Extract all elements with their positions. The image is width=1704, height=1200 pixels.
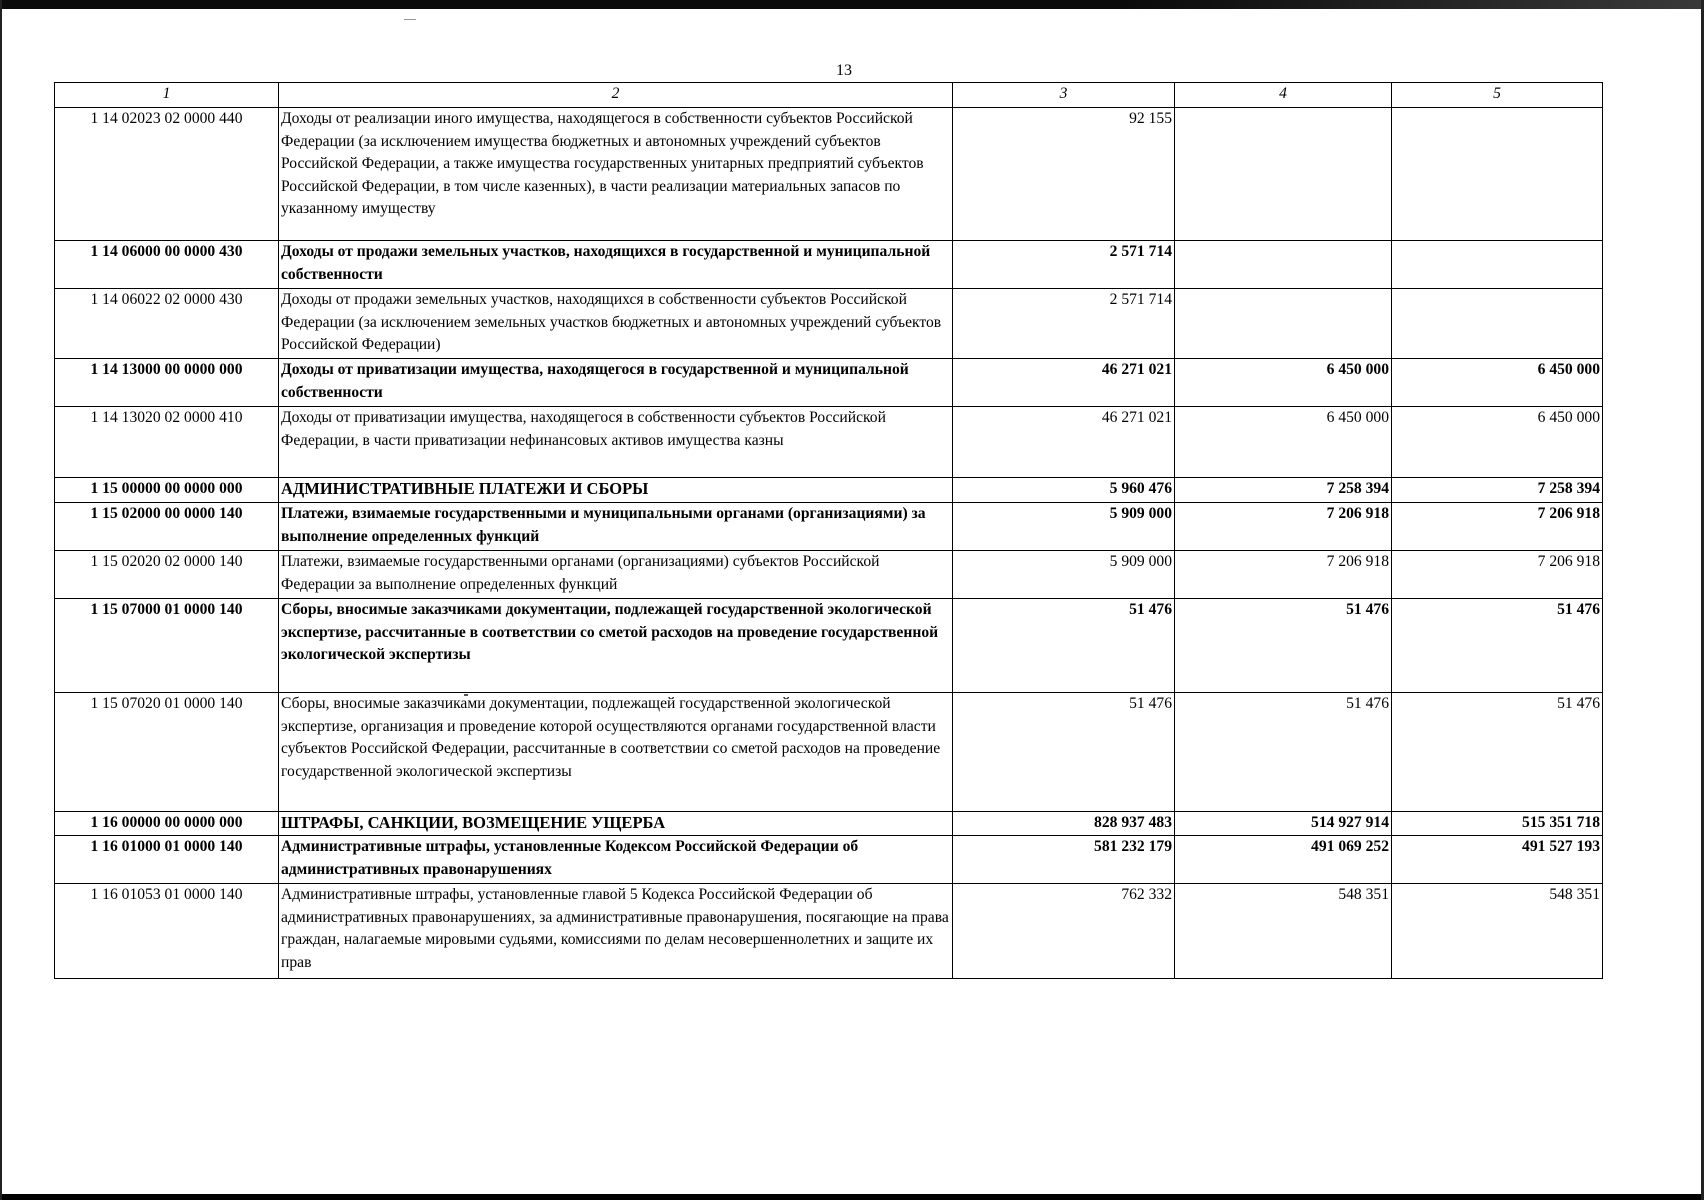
row-name: Сборы, вносимые заказчиками документации, подлежащей государственной экологической экспертизе, организация и проведение которой осуществляются органами государственной власти субъектов Российской Федерации, рассчитанные в соответствии со сметой расходов на проведение государственной экологической экспертизы [279, 693, 953, 812]
table-row [55, 108, 1603, 241]
table-row [55, 884, 1603, 979]
table-header-row [55, 83, 1603, 108]
row-value-col3: 2 571 714 [953, 289, 1175, 359]
row-value-col5: 515 351 718 [1392, 812, 1603, 836]
row-value-col3: 5 960 476 [953, 478, 1175, 503]
row-name: ШТРАФЫ, САНКЦИИ, ВОЗМЕЩЕНИЕ УЩЕРБА [279, 812, 953, 836]
row-code: 1 15 02000 00 0000 140 [55, 503, 279, 551]
row-value-col5 [1392, 289, 1603, 359]
scan-border-left [0, 0, 2, 1200]
table-row [55, 693, 1603, 812]
row-value-col5: 491 527 193 [1392, 836, 1603, 884]
row-code: 1 15 07020 01 0000 140 [55, 693, 279, 812]
row-value-col4 [1175, 289, 1392, 359]
row-value-col5: 7 206 918 [1392, 551, 1603, 599]
row-value-col4 [1175, 108, 1392, 241]
row-name: Платежи, взимаемые государственными органами (организациями) субъектов Российской Федерации за выполнение определенных функций [279, 551, 953, 599]
row-code: 1 14 02023 02 0000 440 [55, 108, 279, 241]
row-value-col4: 6 450 000 [1175, 407, 1392, 478]
row-value-col4: 51 476 [1175, 599, 1392, 693]
row-value-col5: 548 351 [1392, 884, 1603, 979]
row-code: 1 15 07000 01 0000 140 [55, 599, 279, 693]
column-header-1: 1 [55, 83, 279, 108]
table-row [55, 289, 1603, 359]
row-value-col3: 51 476 [953, 693, 1175, 812]
row-value-col4: 514 927 914 [1175, 812, 1392, 836]
row-value-col4: 6 450 000 [1175, 359, 1392, 407]
row-value-col3: 51 476 [953, 599, 1175, 693]
row-value-col4: 51 476 [1175, 693, 1392, 812]
scan-border-bottom [0, 1194, 1704, 1200]
column-header-5: 5 [1392, 83, 1603, 108]
row-value-col5 [1392, 241, 1603, 289]
table-row [55, 812, 1603, 836]
table-row [55, 478, 1603, 503]
row-value-col5 [1392, 108, 1603, 241]
row-code: 1 15 02020 02 0000 140 [55, 551, 279, 599]
row-value-col3: 46 271 021 [953, 407, 1175, 478]
table-row [55, 599, 1603, 693]
table-row [55, 359, 1603, 407]
row-value-col3: 5 909 000 [953, 551, 1175, 599]
row-value-col3: 46 271 021 [953, 359, 1175, 407]
row-value-col5: 7 258 394 [1392, 478, 1603, 503]
row-code: 1 16 01053 01 0000 140 [55, 884, 279, 979]
row-name: Доходы от продажи земельных участков, находящихся в собственности субъектов Российской Федерации (за исключением земельных участков бюджетных и автономных учреждений субъектов Российской Федерации) [279, 289, 953, 359]
scan-border-top-fade [1120, 0, 1704, 9]
row-name: Административные штрафы, установленные главой 5 Кодекса Российской Федерации об административных правонарушениях, за административные правонарушения, посягающие на права граждан, налагаемые мировыми судьями, комиссиями по делам несовершеннолетних и защите их прав [279, 884, 953, 979]
row-value-col5: 6 450 000 [1392, 359, 1603, 407]
row-value-col3: 828 937 483 [953, 812, 1175, 836]
row-value-col4: 7 206 918 [1175, 551, 1392, 599]
column-header-4: 4 [1175, 83, 1392, 108]
row-value-col3: 762 332 [953, 884, 1175, 979]
page-number: 13 [836, 62, 852, 79]
row-value-col4: 7 206 918 [1175, 503, 1392, 551]
budget-revenue-table [54, 82, 1603, 979]
row-value-col5: 51 476 [1392, 599, 1603, 693]
row-value-col3: 92 155 [953, 108, 1175, 241]
row-value-col4: 7 258 394 [1175, 478, 1392, 503]
row-value-col5: 51 476 [1392, 693, 1603, 812]
row-name: Доходы от приватизации имущества, находящегося в собственности субъектов Российской Федерации, в части приватизации нефинансовых активов имущества казны [279, 407, 953, 478]
row-value-col3: 581 232 179 [953, 836, 1175, 884]
row-value-col5: 6 450 000 [1392, 407, 1603, 478]
row-code: 1 16 00000 00 0000 000 [55, 812, 279, 836]
column-header-3: 3 [953, 83, 1175, 108]
table-row [55, 241, 1603, 289]
table-row [55, 551, 1603, 599]
row-code: 1 14 13000 00 0000 000 [55, 359, 279, 407]
row-value-col4: 491 069 252 [1175, 836, 1392, 884]
row-value-col5: 7 206 918 [1392, 503, 1603, 551]
row-value-col3: 2 571 714 [953, 241, 1175, 289]
table-row [55, 836, 1603, 884]
column-header-2: 2 [279, 83, 953, 108]
row-value-col4 [1175, 241, 1392, 289]
row-name: Платежи, взимаемые государственными и муниципальными органами (организациями) за выполнение определенных функций [279, 503, 953, 551]
row-name: Доходы от приватизации имущества, находящегося в государственной и муниципальной собственности [279, 359, 953, 407]
row-name: Административные штрафы, установленные Кодексом Российской Федерации об административных правонарушениях [279, 836, 953, 884]
scan-speck [404, 19, 416, 20]
row-code: 1 15 00000 00 0000 000 [55, 478, 279, 503]
row-name: Сборы, вносимые заказчиками документации, подлежащей государственной экологической экспертизе, рассчитанные в соответствии со сметой расходов на проведение государственной экологической экспертизы [279, 599, 953, 693]
row-value-col3: 5 909 000 [953, 503, 1175, 551]
row-code: 1 14 06000 00 0000 430 [55, 241, 279, 289]
row-code: 1 14 06022 02 0000 430 [55, 289, 279, 359]
row-name: АДМИНИСТРАТИВНЫЕ ПЛАТЕЖИ И СБОРЫ [279, 478, 953, 503]
row-name: Доходы от продажи земельных участков, находящихся в государственной и муниципальной собственности [279, 241, 953, 289]
row-name: Доходы от реализации иного имущества, находящегося в собственности субъектов Российской Федерации (за исключением имущества бюджетных и автономных учреждений субъектов Российской Федерации, а также имущества государственных унитарных предприятий субъектов Российской Федерации, в том числе казенных), в части реализации материальных запасов по указанному имуществу [279, 108, 953, 241]
table-row [55, 407, 1603, 478]
row-value-col4: 548 351 [1175, 884, 1392, 979]
row-code: 1 16 01000 01 0000 140 [55, 836, 279, 884]
table-row [55, 503, 1603, 551]
row-code: 1 14 13020 02 0000 410 [55, 407, 279, 478]
